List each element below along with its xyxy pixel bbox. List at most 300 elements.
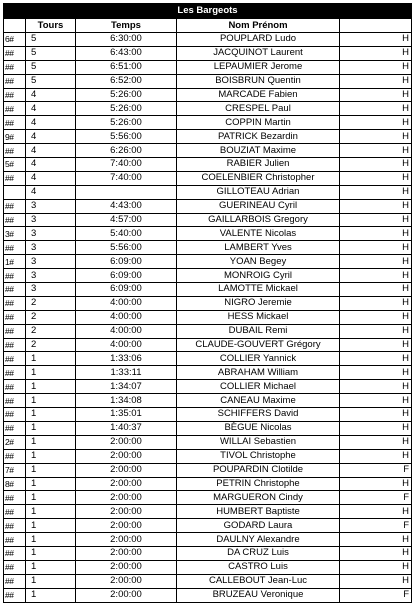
name-cell: PATRICK Bezardin: [177, 130, 340, 144]
sexe-cell: H: [340, 338, 412, 352]
temps-cell: 2:00:00: [76, 449, 177, 463]
tours-cell: 1: [26, 546, 76, 560]
rank-cell: [4, 158, 26, 172]
temps-cell: 6:51:00: [76, 60, 177, 74]
tours-cell: 1: [26, 588, 76, 602]
table-row: [4, 449, 412, 463]
overflow-marks: ##: [5, 242, 14, 253]
rank-cell: [4, 574, 26, 588]
sexe-cell: H: [340, 102, 412, 116]
temps-cell: 2:00:00: [76, 560, 177, 574]
rank-cell: [4, 338, 26, 352]
overflow-marks: ##: [5, 312, 14, 323]
temps-cell: 1:33:11: [76, 366, 177, 380]
name-cell: COELENBIER Christopher: [177, 171, 340, 185]
name-cell: GILLOTEAU Adrian: [177, 185, 340, 199]
table-row: [4, 74, 412, 88]
tours-cell: 1: [26, 463, 76, 477]
rank-digit: 8: [5, 478, 10, 489]
tours-cell: 5: [26, 60, 76, 74]
name-cell: ABRAHAM William: [177, 366, 340, 380]
temps-cell: 4:00:00: [76, 296, 177, 310]
overflow-marks: ##: [5, 201, 14, 212]
rank-cell: [4, 491, 26, 505]
sexe-cell: H: [340, 533, 412, 547]
table-row: [4, 408, 412, 422]
tours-cell: 1: [26, 491, 76, 505]
sexe-cell: H: [340, 158, 412, 172]
tours-cell: 1: [26, 435, 76, 449]
rank-cell: [4, 477, 26, 491]
name-cell: BÈGUE Nicolas: [177, 421, 340, 435]
sexe-cell: H: [340, 33, 412, 47]
sexe-cell: H: [340, 366, 412, 380]
overflow-marks: ##: [5, 48, 14, 59]
name-cell: SCHIFFERS David: [177, 408, 340, 422]
header-rank-cell: [4, 19, 26, 33]
overflow-marks: ##: [5, 423, 14, 434]
rank-cell: [4, 171, 26, 185]
temps-cell: 1:34:08: [76, 394, 177, 408]
rank-cell: [4, 74, 26, 88]
name-cell: POUPLARD Ludo: [177, 33, 340, 47]
table-row: [4, 213, 412, 227]
temps-cell: 1:40:37: [76, 421, 177, 435]
rank-cell: [4, 449, 26, 463]
rank-cell: [4, 408, 26, 422]
sexe-cell: H: [340, 435, 412, 449]
rank-cell: [4, 60, 26, 74]
name-cell: BRUZEAU Veronique: [177, 588, 340, 602]
table-row: [4, 283, 412, 297]
overflow-marks: ##: [5, 340, 14, 351]
name-cell: RABIER Julien: [177, 158, 340, 172]
name-cell: GODARD Laura: [177, 519, 340, 533]
table-row: [4, 255, 412, 269]
overflow-marks: ##: [5, 381, 14, 392]
header-tours: Tours: [26, 19, 76, 33]
tours-cell: 2: [26, 296, 76, 310]
temps-cell: 7:40:00: [76, 171, 177, 185]
tours-cell: 2: [26, 310, 76, 324]
overflow-marks: ##: [5, 117, 14, 128]
tours-cell: 3: [26, 241, 76, 255]
sexe-cell: H: [340, 394, 412, 408]
sexe-cell: H: [340, 449, 412, 463]
name-cell: GAILLARBOIS Gregory: [177, 213, 340, 227]
temps-cell: 4:00:00: [76, 338, 177, 352]
tours-cell: 1: [26, 533, 76, 547]
overflow-marks: ##: [5, 492, 14, 503]
table-row: [4, 463, 412, 477]
sexe-cell: H: [340, 60, 412, 74]
tours-cell: 1: [26, 574, 76, 588]
temps-cell: 2:00:00: [76, 533, 177, 547]
name-cell: LEPAUMIER Jerome: [177, 60, 340, 74]
temps-cell: 5:56:00: [76, 130, 177, 144]
rank-cell: [4, 352, 26, 366]
tours-cell: 1: [26, 477, 76, 491]
overflow-marks: ##: [5, 215, 14, 226]
temps-cell: 7:40:00: [76, 158, 177, 172]
tours-cell: 5: [26, 46, 76, 60]
temps-cell: 2:00:00: [76, 546, 177, 560]
sexe-cell: H: [340, 283, 412, 297]
table-row: [4, 171, 412, 185]
rank-cell: [4, 366, 26, 380]
table-row: [4, 574, 412, 588]
temps-cell: 6:09:00: [76, 255, 177, 269]
tours-cell: 5: [26, 33, 76, 47]
table-row: [4, 352, 412, 366]
table-row: [4, 144, 412, 158]
temps-cell: 2:00:00: [76, 588, 177, 602]
rank-digit: 7: [5, 465, 10, 476]
name-cell: DAULNY Alexandre: [177, 533, 340, 547]
name-cell: JACQUINOT Laurent: [177, 46, 340, 60]
table-row: [4, 505, 412, 519]
table-row: [4, 241, 412, 255]
tours-cell: 3: [26, 227, 76, 241]
header-row: [4, 19, 412, 33]
overflow-marks: ##: [5, 270, 14, 281]
rank-cell: [4, 394, 26, 408]
overflow-marks: #: [9, 34, 14, 45]
temps-cell: 5:26:00: [76, 102, 177, 116]
temps-cell: 4:43:00: [76, 199, 177, 213]
name-cell: CALLEBOUT Jean-Luc: [177, 574, 340, 588]
rank-cell: [4, 560, 26, 574]
sexe-cell: H: [340, 171, 412, 185]
table-row: [4, 560, 412, 574]
temps-cell: 2:00:00: [76, 435, 177, 449]
name-cell: VALENTE Nicolas: [177, 227, 340, 241]
sexe-cell: H: [340, 88, 412, 102]
tours-cell: 3: [26, 255, 76, 269]
tours-cell: 3: [26, 269, 76, 283]
sexe-cell: H: [340, 310, 412, 324]
sexe-cell: H: [340, 560, 412, 574]
overflow-marks: ##: [5, 395, 14, 406]
table-row: [4, 338, 412, 352]
overflow-marks: ##: [5, 451, 14, 462]
overflow-marks: ##: [5, 284, 14, 295]
rank-cell: [4, 102, 26, 116]
name-cell: CANEAU Maxime: [177, 394, 340, 408]
overflow-marks: #: [9, 131, 14, 142]
rank-cell: [4, 227, 26, 241]
sexe-cell: H: [340, 199, 412, 213]
sexe-cell: F: [340, 519, 412, 533]
temps-cell: 2:00:00: [76, 574, 177, 588]
tours-cell: 1: [26, 408, 76, 422]
sexe-cell: H: [340, 213, 412, 227]
temps-cell: 6:09:00: [76, 269, 177, 283]
rank-cell: [4, 88, 26, 102]
temps-cell: 1:35:01: [76, 408, 177, 422]
tours-cell: 1: [26, 366, 76, 380]
overflow-marks: ##: [5, 534, 14, 545]
tours-cell: 4: [26, 144, 76, 158]
temps-cell: 5:26:00: [76, 88, 177, 102]
overflow-marks: ##: [5, 62, 14, 73]
temps-cell: 4:00:00: [76, 324, 177, 338]
overflow-marks: ##: [5, 145, 14, 156]
overflow-marks: #: [9, 228, 14, 239]
tours-cell: 2: [26, 338, 76, 352]
table-row: [4, 546, 412, 560]
table-row: [4, 88, 412, 102]
table-row: [4, 185, 412, 199]
tours-cell: 3: [26, 199, 76, 213]
tours-cell: 4: [26, 130, 76, 144]
temps-cell: 5:56:00: [76, 241, 177, 255]
overflow-marks: ##: [5, 520, 14, 531]
overflow-marks: ##: [5, 103, 14, 114]
tours-cell: 5: [26, 74, 76, 88]
table-row: [4, 310, 412, 324]
rank-digit: 5: [5, 159, 10, 170]
table-row: [4, 519, 412, 533]
rank-cell: [4, 588, 26, 602]
name-cell: MONROIG Cyril: [177, 269, 340, 283]
table-row: [4, 269, 412, 283]
rank-cell: [4, 283, 26, 297]
name-cell: MARCADE Fabien: [177, 88, 340, 102]
rank-cell: [4, 296, 26, 310]
table-row: [4, 199, 412, 213]
overflow-marks: ##: [5, 590, 14, 601]
overflow-marks: ##: [5, 173, 14, 184]
table-row: [4, 158, 412, 172]
name-cell: LAMBERT Yves: [177, 241, 340, 255]
sexe-cell: H: [340, 574, 412, 588]
rank-digit: 9: [5, 131, 10, 142]
rank-digit: 6: [5, 34, 10, 45]
name-cell: CRESPEL Paul: [177, 102, 340, 116]
table-row: [4, 380, 412, 394]
sexe-cell: H: [340, 352, 412, 366]
sexe-cell: H: [340, 130, 412, 144]
rank-cell: [4, 255, 26, 269]
sexe-cell: H: [340, 296, 412, 310]
temps-cell: 2:00:00: [76, 519, 177, 533]
temps-cell: 2:00:00: [76, 505, 177, 519]
rank-cell: [4, 116, 26, 130]
rank-digit: 2: [5, 437, 10, 448]
tours-cell: 3: [26, 283, 76, 297]
tours-cell: 4: [26, 102, 76, 116]
sexe-cell: H: [340, 227, 412, 241]
tours-cell: 1: [26, 352, 76, 366]
overflow-marks: ##: [5, 367, 14, 378]
table-row: [4, 60, 412, 74]
overflow-marks: ##: [5, 548, 14, 559]
name-cell: POUPARDIN Clotilde: [177, 463, 340, 477]
temps-cell: 5:26:00: [76, 116, 177, 130]
rank-cell: [4, 269, 26, 283]
sexe-cell: H: [340, 116, 412, 130]
name-cell: CASTRO Luis: [177, 560, 340, 574]
name-cell: LAMOTTE Mickael: [177, 283, 340, 297]
name-cell: BOUZIAT Maxime: [177, 144, 340, 158]
sexe-cell: H: [340, 477, 412, 491]
name-cell: DA CRUZ Luis: [177, 546, 340, 560]
table-row: [4, 296, 412, 310]
temps-cell: 6:52:00: [76, 74, 177, 88]
overflow-marks: ##: [5, 576, 14, 587]
name-cell: HUMBERT Baptiste: [177, 505, 340, 519]
name-cell: MARGUERON Cindy: [177, 491, 340, 505]
name-cell: DUBAIL Remi: [177, 324, 340, 338]
table-row: [4, 421, 412, 435]
rank-cell: [4, 310, 26, 324]
header-temps: Temps: [76, 19, 177, 33]
sexe-cell: H: [340, 241, 412, 255]
sexe-cell: H: [340, 505, 412, 519]
title-row: [4, 4, 412, 19]
rank-cell: [4, 213, 26, 227]
table-row: [4, 324, 412, 338]
tours-cell: 4: [26, 88, 76, 102]
overflow-marks: ##: [5, 409, 14, 420]
rank-cell: [4, 519, 26, 533]
header-nom: Nom Prénom: [177, 19, 340, 33]
table-row: [4, 491, 412, 505]
temps-cell: 2:00:00: [76, 463, 177, 477]
temps-cell: [76, 185, 177, 199]
rank-cell: [4, 130, 26, 144]
rank-cell: [4, 324, 26, 338]
overflow-marks: ##: [5, 353, 14, 364]
tours-cell: 1: [26, 519, 76, 533]
name-cell: COPPIN Martin: [177, 116, 340, 130]
rank-cell: [4, 199, 26, 213]
sexe-cell: H: [340, 380, 412, 394]
header-sexe-cell: [340, 19, 412, 33]
table-row: [4, 435, 412, 449]
table-row: [4, 533, 412, 547]
sexe-cell: F: [340, 588, 412, 602]
rank-cell: [4, 241, 26, 255]
temps-cell: 1:33:06: [76, 352, 177, 366]
sexe-cell: H: [340, 144, 412, 158]
temps-cell: 1:34:07: [76, 380, 177, 394]
tours-cell: 1: [26, 421, 76, 435]
tours-cell: 1: [26, 380, 76, 394]
name-cell: TIVOL Christophe: [177, 449, 340, 463]
temps-cell: 5:40:00: [76, 227, 177, 241]
tours-cell: 2: [26, 324, 76, 338]
overflow-marks: #: [9, 478, 14, 489]
rank-cell: [4, 533, 26, 547]
sexe-cell: H: [340, 408, 412, 422]
name-cell: PETRIN Christophe: [177, 477, 340, 491]
rank-cell: [4, 435, 26, 449]
temps-cell: 2:00:00: [76, 491, 177, 505]
name-cell: HESS Mickael: [177, 310, 340, 324]
temps-cell: 4:00:00: [76, 310, 177, 324]
rank-cell: [4, 33, 26, 47]
rank-cell: [4, 185, 26, 199]
overflow-marks: ##: [5, 90, 14, 100]
overflow-marks: #: [9, 465, 14, 476]
overflow-marks: #: [9, 437, 14, 448]
rank-cell: [4, 380, 26, 394]
rank-cell: [4, 421, 26, 435]
temps-cell: 6:43:00: [76, 46, 177, 60]
table-row: [4, 33, 412, 47]
tours-cell: 1: [26, 505, 76, 519]
table-row: [4, 366, 412, 380]
overflow-marks: #: [9, 256, 14, 267]
sexe-cell: H: [340, 421, 412, 435]
table-row: [4, 102, 412, 116]
rank-cell: [4, 46, 26, 60]
sexe-cell: H: [340, 269, 412, 283]
rank-cell: [4, 546, 26, 560]
table-row: [4, 394, 412, 408]
sexe-cell: F: [340, 491, 412, 505]
name-cell: CLAUDE-GOUVERT Grégory: [177, 338, 340, 352]
sexe-cell: H: [340, 546, 412, 560]
results-table: [3, 3, 412, 603]
tours-cell: 4: [26, 158, 76, 172]
temps-cell: 4:57:00: [76, 213, 177, 227]
sheet-title: Les Bargeots: [4, 4, 412, 19]
tours-cell: 3: [26, 213, 76, 227]
sexe-cell: F: [340, 463, 412, 477]
temps-cell: 6:09:00: [76, 283, 177, 297]
temps-cell: 6:26:00: [76, 144, 177, 158]
overflow-marks: ##: [5, 506, 14, 517]
overflow-marks: ##: [5, 562, 14, 573]
sexe-cell: H: [340, 255, 412, 269]
overflow-marks: ##: [5, 326, 14, 337]
rank-cell: [4, 505, 26, 519]
rank-cell: [4, 463, 26, 477]
name-cell: COLLIER Michael: [177, 380, 340, 394]
table-row: [4, 46, 412, 60]
sexe-cell: H: [340, 74, 412, 88]
tours-cell: 1: [26, 449, 76, 463]
table-row: [4, 588, 412, 602]
temps-cell: 2:00:00: [76, 477, 177, 491]
rank-digit: 3: [5, 228, 10, 239]
sexe-cell: H: [340, 324, 412, 338]
table-row: [4, 477, 412, 491]
rank-digit: 1: [5, 256, 10, 267]
overflow-marks: #: [9, 159, 14, 170]
name-cell: COLLIER Yannick: [177, 352, 340, 366]
tours-cell: 1: [26, 394, 76, 408]
rank-cell: [4, 144, 26, 158]
name-cell: GUERINEAU Cyril: [177, 199, 340, 213]
name-cell: YOAN Begey: [177, 255, 340, 269]
overflow-marks: ##: [5, 298, 14, 309]
name-cell: BOISBRUN Quentin: [177, 74, 340, 88]
name-cell: WILLAI Sebastien: [177, 435, 340, 449]
sexe-cell: H: [340, 46, 412, 60]
tours-cell: 4: [26, 185, 76, 199]
table-row: [4, 227, 412, 241]
temps-cell: 6:30:00: [76, 33, 177, 47]
tours-cell: 4: [26, 116, 76, 130]
table-row: [4, 130, 412, 144]
sexe-cell: H: [340, 185, 412, 199]
name-cell: NIGRO Jeremie: [177, 296, 340, 310]
overflow-marks: ##: [5, 76, 14, 87]
